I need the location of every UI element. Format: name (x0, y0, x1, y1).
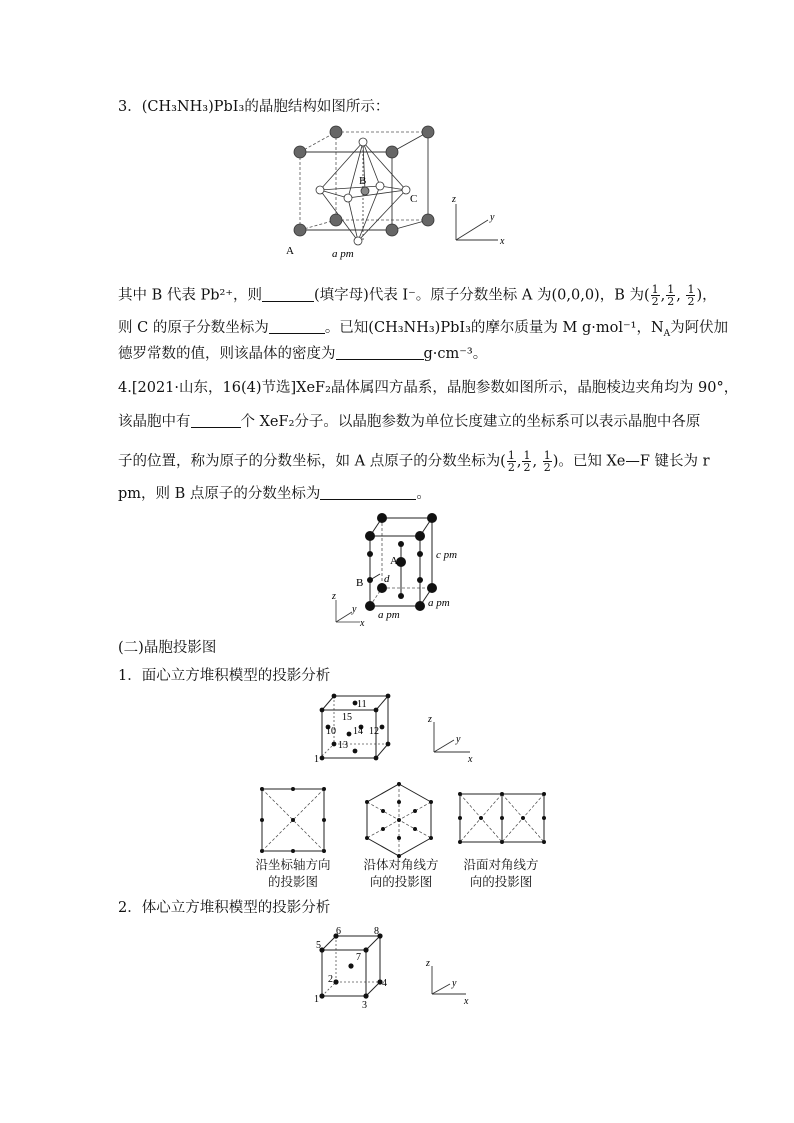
svg-text:z: z (332, 591, 336, 602)
section-item-1: 1．面心立方堆积模型的投影分析 (118, 668, 331, 684)
answer-blank[interactable] (262, 287, 314, 302)
svg-text:d: d (384, 573, 390, 585)
svg-text:x: x (468, 754, 473, 765)
axes-icon (428, 712, 484, 765)
svg-text:12: 12 (369, 726, 379, 737)
svg-text:3: 3 (362, 1000, 367, 1011)
svg-text:11: 11 (357, 699, 367, 710)
section-title: (二)晶胞投影图 (118, 640, 217, 656)
svg-text:15: 15 (342, 712, 352, 723)
svg-text:4: 4 (382, 978, 387, 989)
axes-icon (426, 956, 482, 1006)
axes-icon (450, 188, 510, 248)
q3-line1: 其中 B 代表 Pb²⁺，则 (填字母)代表 I⁻。原子分数坐标 A 为(0,0,0)，B 为( $\frac{1}{2}$ , $\frac{1}{2}$ , $\frac{1}{2}$ )， (118, 283, 717, 308)
label-B: B (359, 175, 367, 187)
svg-text:A: A (390, 555, 398, 567)
fcc-projection-axis (260, 787, 326, 853)
svg-text:x: x (360, 618, 365, 629)
svg-text:x: x (500, 236, 505, 247)
answer-blank[interactable] (320, 485, 416, 500)
fcc-projection-body-diagonal (364, 782, 434, 858)
answer-blank[interactable] (191, 413, 241, 428)
svg-text:a pm: a pm (378, 609, 400, 621)
answer-blank[interactable] (269, 319, 325, 334)
fcc-cell-figure (316, 690, 406, 770)
svg-text:1: 1 (314, 994, 319, 1005)
svg-text:c pm: c pm (436, 549, 458, 561)
svg-text:a pm: a pm (428, 597, 450, 609)
q4-line1: 4.[2021·山东，16(4)节选]XeF₂晶体属四方晶系，晶胞参数如图所示，晶胞棱边夹角均为 90°， (118, 380, 739, 396)
fcc-projection-face-diagonal (458, 792, 546, 844)
caption-axis: 沿坐标轴方向 的投影图 (255, 857, 331, 889)
svg-text:1: 1 (314, 754, 319, 765)
svg-text:z: z (426, 958, 430, 969)
svg-text:5: 5 (316, 940, 321, 951)
q3-line3: 德罗常数的值，则该晶体的密度为 g·cm⁻³。 (118, 346, 488, 362)
svg-text:x: x (464, 996, 469, 1007)
svg-text:z: z (452, 194, 456, 205)
q4-line3: 子的位置，称为原子的分数坐标，如 A 点原子的分数坐标为( $\frac{1}{2}$ , $\frac{1}{2}$ , $\frac{1}{2}$ )。已知 Xe—F 键长为 r (118, 449, 710, 474)
svg-text:y: y (490, 212, 495, 223)
perovskite-cell-figure (284, 120, 444, 260)
answer-blank[interactable] (336, 345, 424, 360)
section-item-2: 2．体心立方堆积模型的投影分析 (118, 900, 331, 916)
svg-text:y: y (456, 734, 461, 745)
svg-text:10: 10 (326, 726, 336, 737)
caption-face-diagonal: 沿面对角线方 向的投影图 (463, 857, 539, 889)
svg-text:2: 2 (328, 974, 333, 985)
svg-text:13: 13 (338, 740, 348, 751)
xef2-cell-figure (330, 510, 470, 630)
svg-text:y: y (452, 978, 457, 989)
label-apm: a pm (332, 248, 354, 260)
svg-text:7: 7 (356, 952, 361, 963)
svg-text:8: 8 (374, 926, 379, 937)
label-A: A (286, 245, 294, 257)
svg-text:14: 14 (353, 726, 363, 737)
svg-text:z: z (428, 714, 432, 725)
svg-text:B: B (356, 577, 364, 589)
q3-intro: 3．(CH₃NH₃)PbI₃的晶胞结构如图所示： (118, 99, 390, 115)
q4-line2: 该晶胞中有 个 XeF₂分子。以晶胞参数为单位长度建立的坐标系可以表示晶胞中各原 (118, 414, 701, 430)
svg-text:y: y (352, 604, 357, 615)
bcc-cell-figure (312, 926, 402, 1011)
q3-line2: 则 C 的原子分数坐标为 。已知(CH₃NH₃)PbI₃的摩尔质量为 M g·mol⁻¹，$N_A$为阿伏加 (118, 320, 729, 339)
caption-body-diagonal: 沿体对角线方 向的投影图 (363, 857, 439, 889)
svg-text:6: 6 (336, 926, 341, 937)
label-C: C (410, 193, 418, 205)
q4-line4: pm，则 B 点原子的分数坐标为 。 (118, 486, 431, 502)
